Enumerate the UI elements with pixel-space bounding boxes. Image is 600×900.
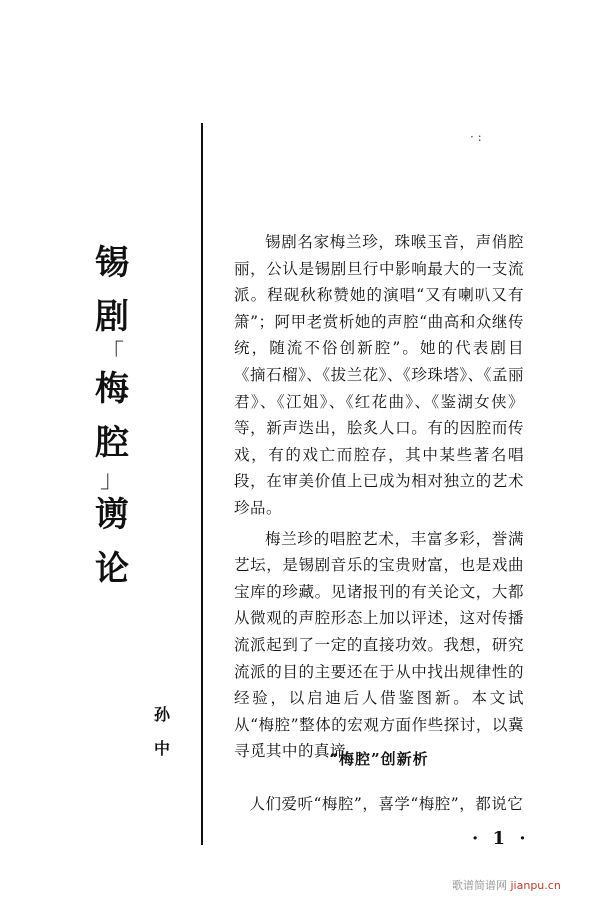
author-char: 孙 xyxy=(153,705,170,724)
title-char: 腔 xyxy=(95,423,129,463)
top-mark: · : xyxy=(470,130,482,144)
author-name xyxy=(150,698,174,766)
margin-rule xyxy=(201,123,203,845)
watermark xyxy=(452,877,561,893)
article-title xyxy=(88,236,136,596)
paragraph-2: 梅兰珍的唱腔艺术，丰富多彩，誉满艺坛，是锡剧音乐的宝贵财富，也是戏曲宝库的珍藏。见诸报刊的有关论文，大都从微观的声腔形态上加以评述，这对传播流派起到了一定的直接功效。我想，研究流派的目的主要还在于从中找出规律性的经验，以启迪后人借鉴图新。本文试从“梅腔”整体的宏观方面作些探讨，以冀寻觅其中的真谛。 xyxy=(234,529,524,761)
section-first-line: 人们爱听“梅腔”，喜学“梅腔”，都说它 xyxy=(249,795,524,813)
title-bracket-close: 」 xyxy=(100,465,124,493)
title-char: 锡 xyxy=(95,243,129,283)
article-body xyxy=(234,229,524,765)
title-bracket-open: 「 xyxy=(100,339,124,367)
title-char: 谫 xyxy=(95,495,129,535)
paragraph-1: 锡剧名家梅兰珍，珠喉玉音，声俏腔丽，公认是锡剧旦行中影响最大的一支流派。程砚秋称赞她的演唱“又有喇叭又有箫”；阿甲老赏析她的声腔“曲高和众继传统，随流不俗创新腔”。她的代表剧目《摘石榴》、《拔兰花》、《珍珠塔》、《孟丽君》、《江姐》、《红花曲》、《鉴湖女侠》等，新声迭出，脍炙人口。有的因腔而传戏，有的戏亡而腔存，其中某些著名唱段，在审美价值上已成为相对独立的艺术珍品。 xyxy=(234,233,524,517)
title-char: 论 xyxy=(95,549,129,589)
watermark-text: 歌谱简谱网 xyxy=(452,879,511,892)
watermark-url: jianpu.cn xyxy=(510,879,561,892)
title-char: 梅 xyxy=(95,369,129,409)
section-heading: “梅腔”创新析 xyxy=(329,750,429,768)
section-body xyxy=(234,791,524,817)
title-char: 剧 xyxy=(95,297,129,337)
author-char: 中 xyxy=(153,739,170,758)
page-number: · 1 · xyxy=(472,828,530,849)
